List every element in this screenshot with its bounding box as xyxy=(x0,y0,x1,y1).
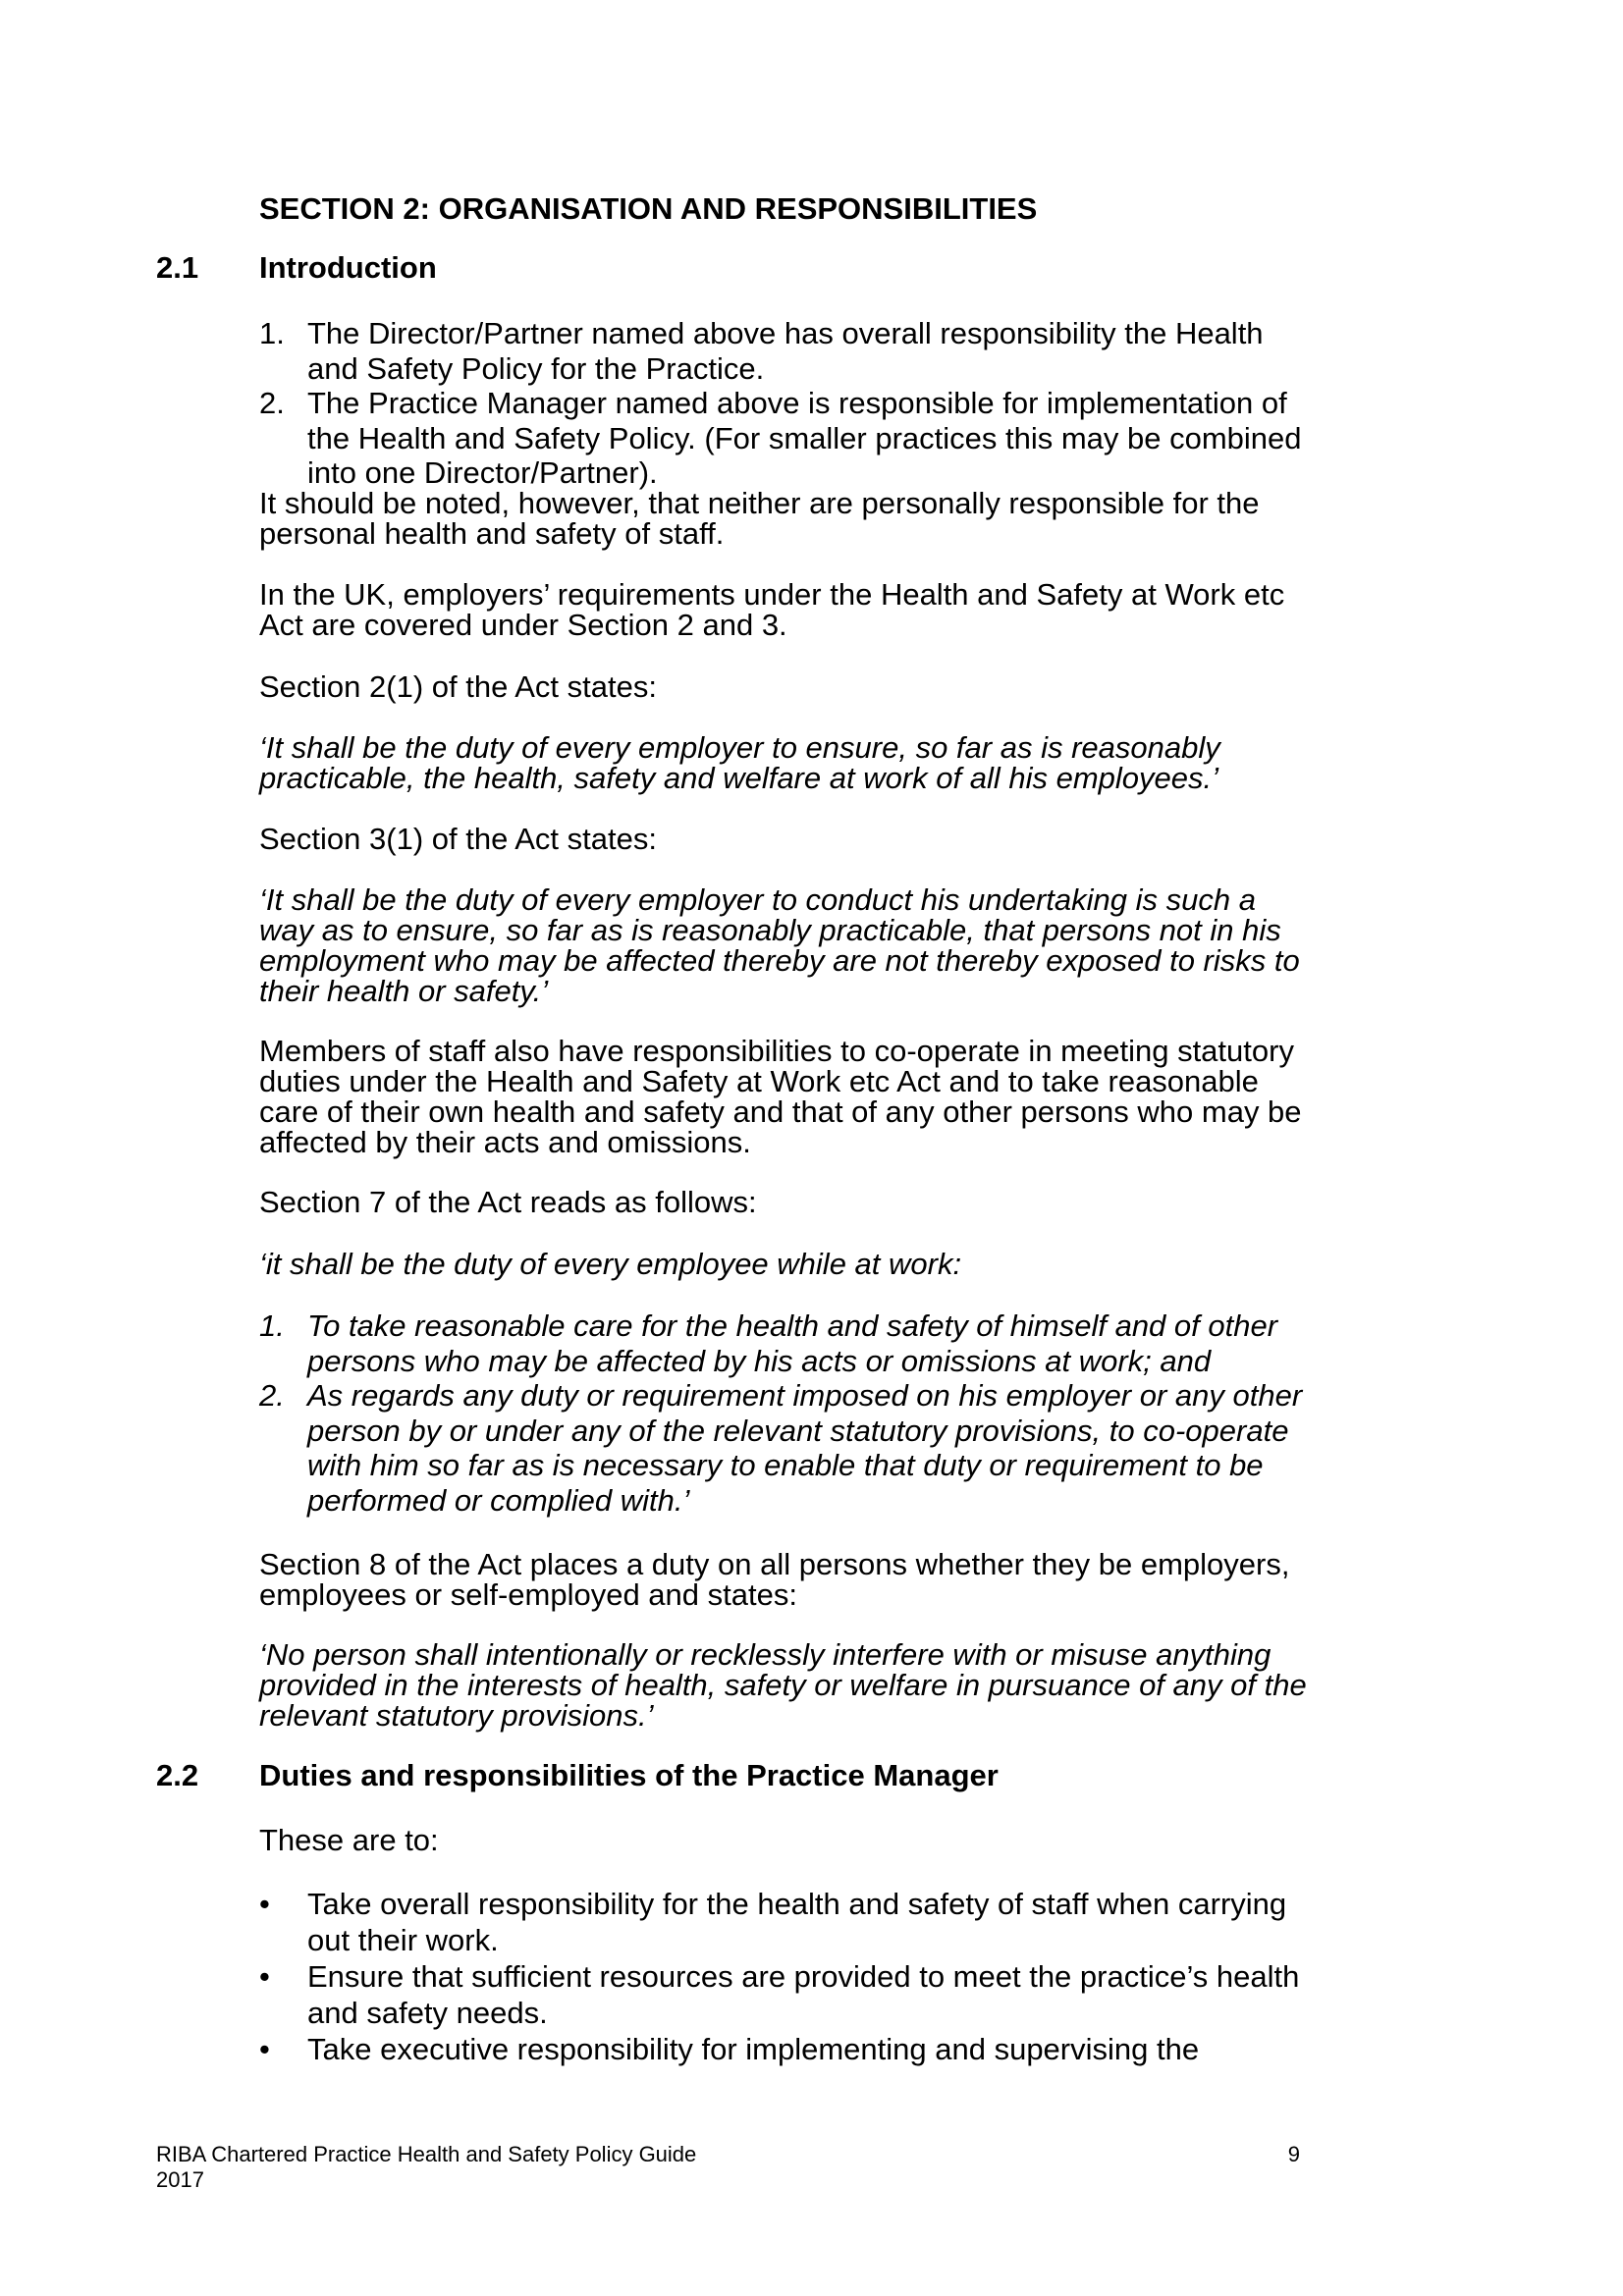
list-marker: 1. xyxy=(259,1308,285,1343)
paragraph-section-3-1: Section 3(1) of the Act states: xyxy=(259,822,657,856)
list-item-text: To take reasonable care for the health and safety of himself and of other persons who may be affected by his acts or omissions at work; and xyxy=(307,1308,1278,1378)
bullet-icon: • xyxy=(259,1887,270,1921)
quote-section-2-1: ‘It shall be the duty of every employer to ensure, so far as is reasonably practicable, the health, safety and welfare at work of all his employees.’ xyxy=(259,730,1220,795)
paragraph-uk: In the UK, employers’ requirements under the Health and Safety at Work etc Act are covered under Section 2 and 3. xyxy=(259,577,1285,642)
paragraph-these-are-to: These are to: xyxy=(259,1823,439,1857)
intro-numbered-list xyxy=(259,316,1312,491)
quote-section-8: ‘No person shall intentionally or recklessly interfere with or misuse anything provided in the interests of health, safety or welfare in pursuance of any of the relevant statutory provisions.’ xyxy=(259,1637,1307,1733)
section-title: SECTION 2: ORGANISATION AND RESPONSIBILITIES xyxy=(259,191,1038,226)
list-item-text: Take executive responsibility for implementing and supervising the xyxy=(307,2032,1200,2066)
list-item xyxy=(259,1958,1312,2031)
paragraph-section-8: Section 8 of the Act places a duty on all persons whether they be employers, employees or self-employed and states: xyxy=(259,1547,1290,1612)
list-item xyxy=(259,316,1312,386)
paragraph-section-2-1: Section 2(1) of the Act states: xyxy=(259,669,657,704)
paragraph-section-7: Section 7 of the Act reads as follows: xyxy=(259,1185,757,1219)
quote-section-7-intro: ‘it shall be the duty of every employee while at work: xyxy=(259,1247,962,1281)
list-item-text: The Practice Manager named above is responsible for implementation of the Health and Safety Policy. (For smaller practices this may be combined into one Director/Partner). xyxy=(307,386,1302,490)
footer-year: 2017 xyxy=(156,2167,204,2192)
list-item xyxy=(259,386,1312,491)
list-marker: 2. xyxy=(259,1378,285,1413)
heading-number: 2.1 xyxy=(156,250,199,285)
footer-title: RIBA Chartered Practice Health and Safety Policy Guide xyxy=(156,2142,697,2166)
list-item-text: Ensure that sufficient resources are provided to meet the practice’s health and safety needs. xyxy=(307,1959,1300,2030)
paragraph-noted: It should be noted, however, that neither are personally responsible for the personal health and safety of staff. xyxy=(259,486,1260,551)
list-item-text: The Director/Partner named above has overall responsibility the Health and Safety Policy for the Practice. xyxy=(307,316,1264,386)
bullet-icon: • xyxy=(259,2032,270,2066)
bullet-icon: • xyxy=(259,1959,270,1994)
list-marker: 2. xyxy=(259,386,285,420)
duties-bullet-list xyxy=(259,1886,1312,2067)
heading-text: Duties and responsibilities of the Practice Manager xyxy=(259,1758,999,1792)
heading-text: Introduction xyxy=(259,250,437,285)
list-item xyxy=(259,1886,1312,1958)
footer xyxy=(156,2142,696,2193)
list-item-text: Take overall responsibility for the health and safety of staff when carrying out their work. xyxy=(307,1887,1287,1957)
section-7-list xyxy=(259,1308,1312,1518)
list-item-text: As regards any duty or requirement imposed on his employer or any other person by or under any of the relevant statutory provisions, to co-operate with him so far as is necessary to enable that duty or requirement to be performed or complied with.’ xyxy=(307,1378,1303,1518)
quote-section-3-1: ‘It shall be the duty of every employer to conduct his undertaking is such a way as to ensure, so far as is reasonably practicable, that persons not in his employment who may be affected thereby are not thereby exposed to risks to their health or safety.’ xyxy=(259,882,1300,1008)
list-item xyxy=(259,1308,1312,1378)
list-item xyxy=(259,1378,1312,1518)
list-marker: 1. xyxy=(259,316,285,350)
list-item xyxy=(259,2031,1312,2067)
heading-number: 2.2 xyxy=(156,1758,199,1792)
page-number: 9 xyxy=(1287,2142,1300,2166)
paragraph-members: Members of staff also have responsibilities to co-operate in meeting statutory duties under the Health and Safety at Work etc Act and to take reasonable care of their own health and safety and that of any other persons who may be affected by their acts and omissions. xyxy=(259,1034,1302,1159)
